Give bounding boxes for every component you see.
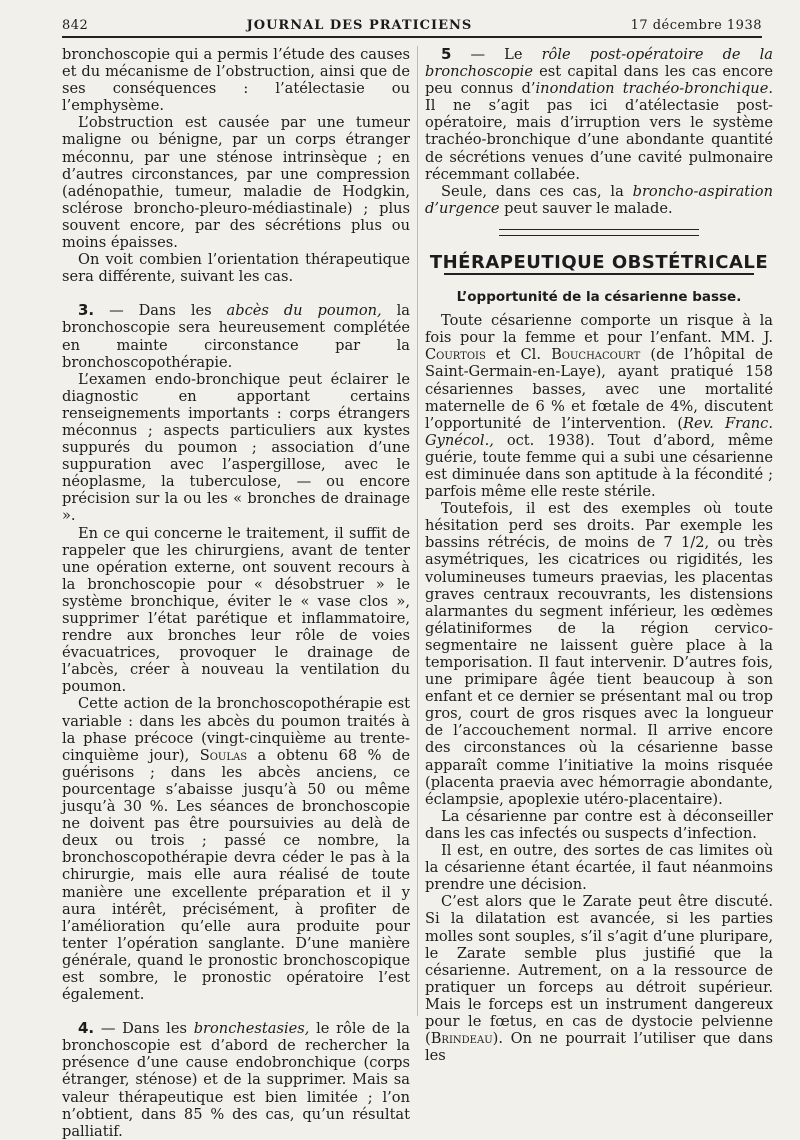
text-run: et Cl. xyxy=(485,346,552,364)
section-title: THÉRAPEUTIQUE OBSTÉTRICALE xyxy=(429,251,769,273)
text-run: (de l’hôpital de Saint-Germain-en-Laye), ayant pratiqué 158 césariennes basses, avec une mortalité maternelle de 6 % et fœtale de 4%, discutent l’opportunité de l’intervention. ( xyxy=(425,346,773,432)
text-run: Il ne s’agit pas ici d’atélectasie post-opératoire, mais d’irruption vers le système trachéo-bronchique d’une abondante quantité de sécrétions venues d’une cavité pulmonaire récemmant collabée. xyxy=(425,97,773,183)
emphasis: broncho-aspiration d’urgence xyxy=(425,182,773,217)
emphasis: inondation trachéo-bronchique. xyxy=(535,80,773,98)
paragraph: On voit combien l’orientation thérapeutique sera différente, suivant les cas. xyxy=(62,251,410,286)
emphasis: abcès du poumon, xyxy=(226,302,382,320)
right-column xyxy=(425,46,773,1064)
issue-date: 17 décembre 1938 xyxy=(630,17,762,33)
reference: Rev. Franc. Gynécol., xyxy=(425,414,773,449)
section-3-paragraph xyxy=(62,302,410,370)
text-run: est capital dans les cas encore peu connus d’ xyxy=(425,63,773,98)
text-run: le rôle de la bronchoscopie est d’abord de rechercher la présence d’une cause endobronchique (corps étranger, sténose) et de la supprimer. Mais sa valeur thérapeutique est bien limitée ; l’on n’obtient, dans 85 % des cas, qu’un résultat palliatif. xyxy=(62,1020,410,1140)
emphasis: bronchestasies, xyxy=(193,1020,310,1038)
journal-title: JOURNAL DES PRATICIENS xyxy=(246,17,473,33)
title-underline xyxy=(444,273,754,275)
text-run: — Le xyxy=(451,46,542,63)
text-run: peut sauver le malade. xyxy=(499,199,673,217)
left-column xyxy=(62,46,410,1140)
page-number: 842 xyxy=(62,17,89,33)
author-name: Brindeau xyxy=(430,1030,493,1048)
paragraph: bronchoscopie qui a permis l’étude des causes et du mécanisme de l’obstruction, ainsi que de ses conséquences : l’atélectasie ou l’emphysème. xyxy=(62,46,410,115)
text-run: la bronchoscopie sera heureusement complétée en mainte circonstance par la bronchoscopothérapie. xyxy=(62,302,410,371)
author-name: Bouchacourt xyxy=(551,346,641,364)
article-title: L’opportunité de la césarienne basse. xyxy=(456,289,742,306)
paragraph: Toutefois, il est des exemples où toute hésitation perd ses droits. Par exemple les bassins rétrécis, de moins de 7 1/2, ou très asymétriques, les cicatrices ou rigidités, les volumineuses tumeurs praevias, les placentas graves centraux recouvrants, les distensions alarmantes du segment inférieur, les œdèmes gélatiniformes de la région cervico-segmentaire ne laissent guère place à la temporisation. Il faut intervenir. D’autres fois, une primipare âgée tient beaucoup à son enfant et ce dernier se présentant mal ou trop gros, court de gros risques avec la longueur de l’accouchement normal. Il arrive encore des circonstances où la césarienne basse apparaît comme l’initiative la moins risquée (placenta praevia avec hémorragie abondante, éclampsie, apoplexie utéro-placentaire). xyxy=(425,500,773,808)
text-run: oct. 1938). Tout d’abord, même guérie, toute femme qui a subi une césarienne est diminuée dans son aptitude à la fécondité ; parfois même elle reste stérile. xyxy=(425,431,773,501)
paragraph: Il est, en outre, des sortes de cas limites où la césarienne étant écartée, il faut néanmoins prendre une décision. xyxy=(425,842,773,894)
paragraph xyxy=(425,312,773,500)
paragraph xyxy=(425,893,773,1064)
header-rule xyxy=(62,36,762,38)
paragraph xyxy=(62,695,410,1003)
paragraph xyxy=(425,183,773,217)
section-number: 4. xyxy=(78,1019,95,1038)
section-divider xyxy=(499,229,699,236)
section-4-paragraph xyxy=(62,1020,410,1140)
text-run: — Dans les xyxy=(94,1020,194,1038)
paragraph: En ce qui concerne le traitement, il suffit de rappeler que les chirurgiens, avant de tenter une opération externe, ont souvent recours à la bronchoscopie pour « désobstruer » le système bronchique, éviter le « vase clos », supprimer l’état parétique et inflammatoire, rendre aux bronches leur rôle de voies évacuatrices, provoquer le drainage de l’abcès, créer à nouveau la ventilation du poumon. xyxy=(62,524,410,696)
paragraph: L’obstruction est causée par une tumeur maligne ou bénigne, par un corps étranger méconnu, par une sténose intrinsèque ; en d’autres circonstances, par une compression (adénopathie, tumeur, maladie de Hodgkin, sclérose broncho-pleuro-médiastinale) ; plus souvent encore, par des sécrétions plus ou moins épaisses. xyxy=(62,114,410,252)
text-run: C’est alors que le Zarate peut être discuté. Si la dilatation est avancée, si les parties molles sont souples, s’il s’agit d’une pluripare, le Zarate semble plus justifié que la césarienne. Autrement, on a la ressource de pratiquer un forceps au détroit supérieur. Mais le forceps est un instrument dangereux pour le fœtus, en cas de dystocie pelvienne ( xyxy=(425,893,773,1048)
paragraph: L’examen endo-bronchique peut éclairer le diagnostic en apportant certains renseignements importants : corps étrangers méconnus ; aspects particuliers aux kystes suppurés du poumon ; association d’une suppuration avec l’aspergillose, avec le néoplasme, la tuberculose, — ou encore précision sur la ou les « bronches de drainage ». xyxy=(62,370,410,525)
column-separator xyxy=(417,46,418,1016)
text-run: — Dans les xyxy=(94,302,227,320)
section-number: 3. xyxy=(78,301,95,320)
page-header xyxy=(62,14,762,36)
section-5-paragraph xyxy=(425,46,773,183)
text-run: a obtenu 68 % de guérisons ; dans les abcès anciens, ce pourcentage s’abaisse jusqu’à 50 ou même jusqu’à 30 %. Les séances de bronchoscopie ne doivent pas être poursuivies au delà de deux ou trois ; passé ce nombre, la bronchoscopothérapie devra céder le pas à la chirurgie, mais elle aura réalisé de toute manière une excellente préparation et il y aura intérêt, précisément, à profiter de l’amélioration qu’elle aura produite pour tenter l’opération sanglante. D’une manière générale, quand le pronostic bronchoscopique est sombre, le pronostic opératoire l’est également. xyxy=(62,746,410,1004)
text-run: Seule, dans ces cas, la xyxy=(441,182,633,200)
text-run: Toute césarienne comporte un risque à la fois pour la femme et pour l’enfant. MM. J. xyxy=(425,312,773,347)
text-run: ). On ne pourrait l’utiliser que dans les xyxy=(425,1030,773,1065)
text-run: Cette action de la bronchoscopothérapie est variable : dans les abcès du poumon traités à la phase précoce (vingt-cinquième au trente-cinquième jour), xyxy=(62,695,410,764)
author-name: Courtois xyxy=(425,346,486,364)
paragraph: La césarienne par contre est à déconseiller dans les cas infectés ou suspects d’infection. xyxy=(425,807,773,842)
author-name: Soulas xyxy=(199,746,248,764)
section-number: 5 xyxy=(441,45,452,63)
emphasis: rôle post-opératoire de la bronchoscopie xyxy=(425,46,773,81)
